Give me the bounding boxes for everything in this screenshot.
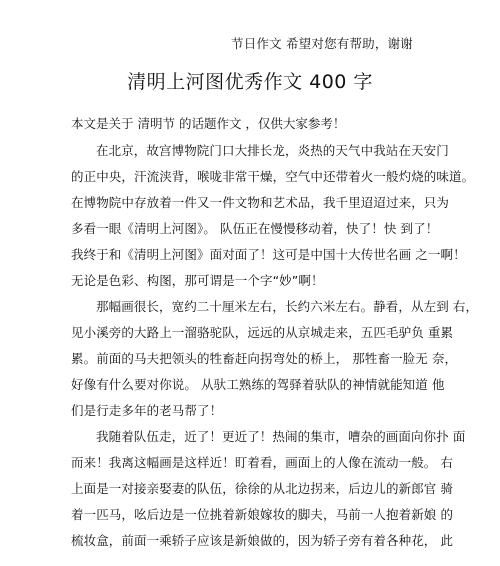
intro-line: 本文是关于 清明节 的话题作文 ，仅供大家参考！ <box>71 116 346 131</box>
header-note: 节日作文 希望对您有帮助，谢谢 <box>231 36 413 51</box>
text-line: 在博物院中存放着一件又一件文物和艺术品，我千里迢迢过来，只为 <box>71 195 450 210</box>
text-line: 在北京，故宫博物院门口大排长龙，炎热的天气中我站在天安门 <box>96 143 449 158</box>
text-line: 的正中央，汗流浃背，喉咙非常干燥，空气中还带着火一般灼烧的味道。 <box>71 169 475 184</box>
text-line: 累。前面的马夫把领头的牲畜赶向拐弯处的桥上， 那牲畜一脸无 奈， <box>71 351 458 366</box>
paragraph <box>71 424 466 554</box>
text-line: 好像有什么要对你说。 从驮工熟练的驾驿着驮队的神情就能知道 他 <box>71 377 445 392</box>
text-line: 上面是一对接亲娶妻的队伍，徐徐的从北边拐来，后边儿的新郎官 骑 <box>71 481 454 496</box>
text-line: 而来！我离这幅画是这样近！盯着看，画面上的人像在流动一般。 右 <box>71 455 454 470</box>
paragraph <box>71 138 475 294</box>
text-line: 梳妆盒，前面一乘轿子应该是新娘做的，因为轿子旁有着各种花， 此 <box>71 533 454 548</box>
text-line: 多看一眼《清明上河图》。 队伍正在慢慢移动着，快了！快 到了！ <box>71 221 439 236</box>
text-line: 着一匹马，吆后边是一位挑着新娘嫁妆的脚夫，马前一人抱着新娘 的 <box>71 507 454 522</box>
essay-title: 清明上河图优秀作文 400 字 <box>127 71 373 93</box>
text-line: 们是行走多年的老马帮了！ <box>71 403 223 418</box>
text-line: 见小溪旁的大路上一溜骆驼队，远远的从京城走来，五匹毛驴负 重累 <box>71 325 454 340</box>
text-line: 我终于和《清明上河图》面对面了！这可是中国十大传世名画 之一啊！ <box>71 247 466 262</box>
paragraph <box>71 294 479 424</box>
text-line: 我随着队伍走，近了！更近了！热闹的集市，嘈杂的画面向你扑 面 <box>96 429 466 444</box>
text-line: 无论是色彩、构图，那可谓是一个字“妙”啊！ <box>71 273 324 288</box>
essay-body <box>71 138 479 554</box>
text-line: 那幅画很长，宽约二十厘米左右，长约六米左右。静看，从左到 右， <box>96 299 479 314</box>
